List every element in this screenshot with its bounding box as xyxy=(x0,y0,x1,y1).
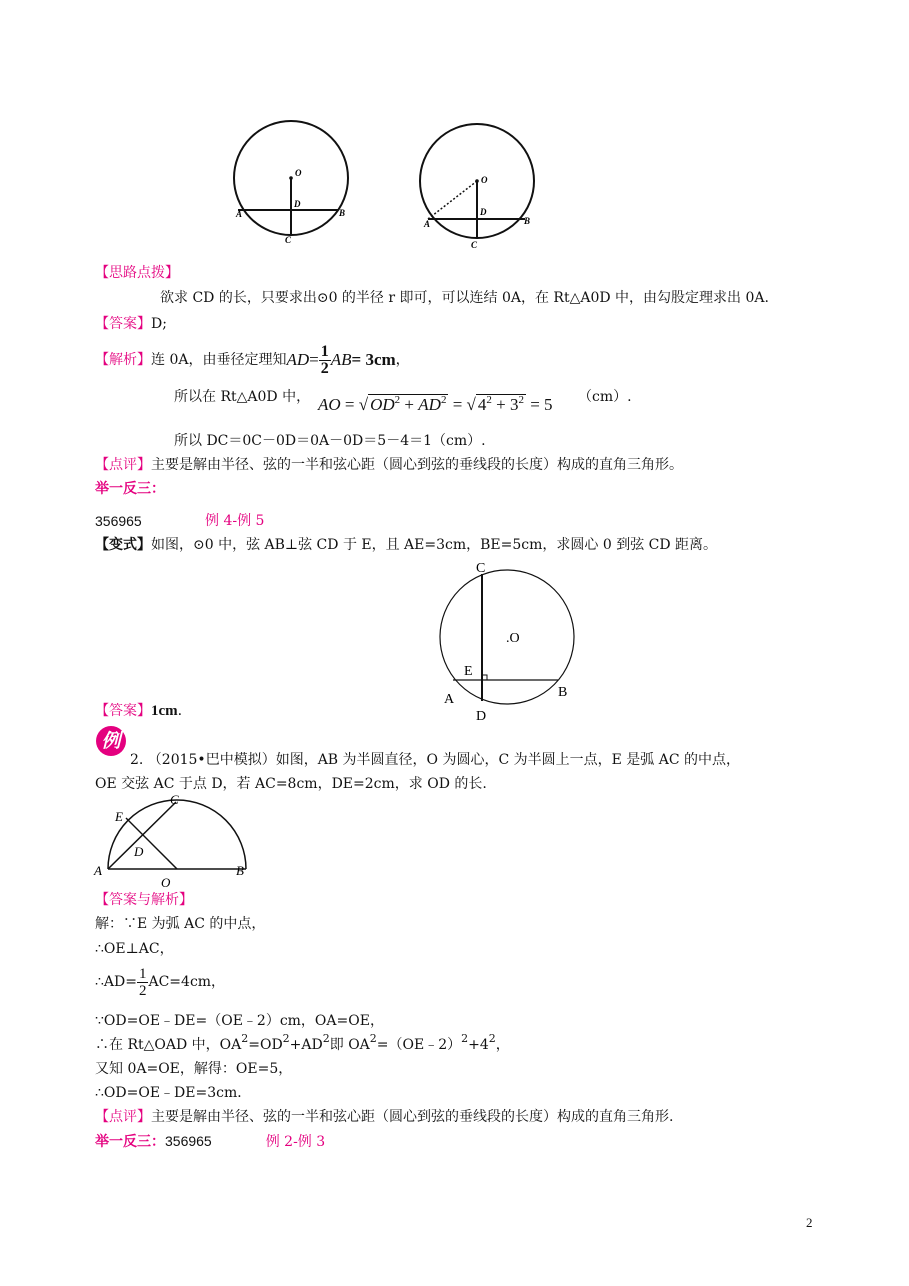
sup-3: 2 xyxy=(518,394,524,406)
sl5-g: ， xyxy=(495,1037,510,1053)
solution-line-4: ∵OD=OE﹣DE=（OE﹣2）cm，OA=OE， xyxy=(95,1013,384,1029)
math-eq: = xyxy=(309,350,319,369)
fig3-label-d: D xyxy=(476,709,487,724)
fig3-label-b: B xyxy=(558,685,568,700)
fraction-den: 2 xyxy=(320,359,329,377)
comment-2-tag: 【点评】 xyxy=(95,1109,151,1125)
math-plus-2: + xyxy=(491,395,510,414)
fraction-half xyxy=(319,344,331,377)
solution-line-7: ∴OD=OE﹣DE=3cm． xyxy=(95,1085,252,1101)
fig1-label-a: A xyxy=(236,209,243,219)
math-result: = 3cm xyxy=(351,350,396,369)
figure-circle-chord-1 xyxy=(225,118,365,248)
fig2-label-b: B xyxy=(524,216,531,226)
fig1-label-d: D xyxy=(294,199,301,209)
comment-1-text: 主要是解由半径、弦的一半和弦心距（圆心到弦的垂线段的长度）构成的直角三角形。 xyxy=(151,457,683,473)
solution-fraction-num: 1 xyxy=(138,965,147,982)
fig4-label-a: A xyxy=(94,863,102,878)
math-ab: AB xyxy=(330,350,352,369)
video-code-2[interactable]: 356965 xyxy=(165,1133,212,1149)
answer-2 xyxy=(95,702,182,720)
fig1-label-b: B xyxy=(339,208,346,218)
solution-line-3-post: AC=4cm， xyxy=(148,974,226,990)
fig4-label-c: C xyxy=(170,792,179,807)
math-3: 3 xyxy=(509,395,519,414)
practice-heading-2 xyxy=(95,1132,325,1151)
math-eq-3: = xyxy=(448,395,467,414)
fig4-label-o: O xyxy=(161,875,171,890)
solution-fraction xyxy=(137,966,149,999)
practice-heading-2-label: 举一反三： xyxy=(95,1134,165,1150)
fig2-label-d: D xyxy=(480,207,487,217)
analysis-line-1 xyxy=(95,340,410,380)
analysis-line-2-math xyxy=(318,394,553,415)
solution-fraction-den: 2 xyxy=(138,982,147,999)
sl5-sup5: 2 xyxy=(461,1032,469,1045)
example-2-line-1: 2. （2015•巴中模拟）如图，AB 为半圆直径，O 为圆心，C 为半圆上一点，E 是弧 AC 的中点， xyxy=(130,752,741,768)
fraction-num: 1 xyxy=(320,342,329,360)
solution-line-1: 解：∵E 为弧 AC 的中点， xyxy=(95,916,266,932)
figure-semicircle xyxy=(90,790,255,890)
math-eq-2: = xyxy=(340,395,359,414)
math-ad: AD xyxy=(286,350,310,369)
math-ao: AO xyxy=(318,395,341,414)
comment-2-text: 主要是解由半径、弦的一半和弦心距（圆心到弦的垂线段的长度）构成的直角三角形. xyxy=(151,1109,674,1125)
sl5-sup1: 2 xyxy=(241,1032,249,1045)
radicand-1 xyxy=(368,394,448,415)
answer-2-dot: . xyxy=(177,703,183,719)
sl5-c: +AD xyxy=(289,1037,323,1053)
solution-line-5 xyxy=(95,1032,510,1054)
practice-heading-1: 举一反三： xyxy=(95,481,165,497)
analysis-line-2-unit: （cm）. xyxy=(578,389,632,405)
video-code-1[interactable]: 356965 xyxy=(95,513,142,529)
sl5-f: +4 xyxy=(468,1037,489,1053)
solution-line-2: ∴OE⊥AC， xyxy=(95,941,174,957)
fig2-label-o: O xyxy=(481,175,488,185)
math-result-5: = 5 xyxy=(525,395,553,414)
fig3-label-c: C xyxy=(476,561,486,576)
radical-sign-1: √ xyxy=(358,395,369,414)
sl5-a: ∴在 Rt△OAD 中，OA xyxy=(95,1037,242,1053)
solution-line-6: 又知 0A=OE，解得：OE=5， xyxy=(95,1061,293,1077)
sl5-d: 即 OA xyxy=(329,1037,370,1053)
math-od: OD xyxy=(370,395,395,414)
solution-line-3 xyxy=(95,962,225,1002)
answer-1-tag: 【答案】 xyxy=(95,316,151,332)
fig3-label-e: E xyxy=(464,664,473,679)
fig3-label-a: A xyxy=(444,692,455,707)
answer-1 xyxy=(95,315,167,333)
math-ad-2: AD xyxy=(418,395,441,414)
variant-text: 如图，⊙0 中，弦 AB⊥弦 CD 于 E，且 AE=3cm，BE=5cm，求圆心 0 到弦 CD 距离。 xyxy=(151,537,718,553)
answer-3-tag: 【答案与解析】 xyxy=(95,892,193,908)
example-2-line-2: OE 交弦 AC 于点 D，若 AC=8cm，DE=2cm，求 OD 的长. xyxy=(95,776,487,792)
page-number: 2 xyxy=(806,1215,813,1230)
sl5-sup3: 2 xyxy=(322,1032,330,1045)
sl5-sup4: 2 xyxy=(369,1032,377,1045)
math-4: 4 xyxy=(477,395,487,414)
comment-1-tag: 【点评】 xyxy=(95,457,151,473)
comment-2 xyxy=(95,1108,673,1126)
comment-1 xyxy=(95,456,683,474)
answer-2-value: 1cm xyxy=(151,703,178,719)
solution-line-3-pre: ∴AD= xyxy=(95,974,137,990)
answer-1-text: D; xyxy=(151,316,167,332)
fig2-label-a: A xyxy=(424,219,431,229)
fig1-label-o: O xyxy=(295,168,302,178)
sup-od: 2 xyxy=(394,394,401,406)
sl5-b: =OD xyxy=(248,1037,283,1053)
sl5-sup6: 2 xyxy=(488,1032,496,1045)
analysis-line-1-suffix: ， xyxy=(395,352,410,368)
analysis-line-1-prefix: 连 0A，由垂径定理知 xyxy=(151,352,287,368)
figure-perpendicular-chords xyxy=(436,556,586,724)
analysis-line-3: 所以 DC＝0C－0D＝0A－0D＝5－4＝1（cm）. xyxy=(174,433,486,449)
example-badge: 例 xyxy=(96,726,126,756)
variant-tag: 【变式】 xyxy=(95,537,151,553)
fig4-label-d: D xyxy=(134,844,144,859)
analysis-tag: 【解析】 xyxy=(95,352,151,368)
radical-sign-2: √ xyxy=(466,395,476,414)
fig3-label-o: .O xyxy=(506,631,520,646)
hint-tag: 【思路点拨】 xyxy=(95,265,179,281)
analysis-line-2-prefix: 所以在 Rt△A0D 中， xyxy=(174,389,311,405)
variant xyxy=(95,536,717,554)
sup-ad: 2 xyxy=(440,394,447,406)
fig2-label-c: C xyxy=(471,240,478,250)
sup-4: 2 xyxy=(486,394,492,406)
fig4-label-e: E xyxy=(115,809,123,824)
video-link-1[interactable]: 例 4-例 5 xyxy=(205,513,265,529)
fig1-label-c: C xyxy=(285,235,292,245)
sl5-sup2: 2 xyxy=(282,1032,290,1045)
figure-circle-chord-2 xyxy=(415,120,555,250)
math-plus: + xyxy=(400,395,419,414)
radicand-2 xyxy=(476,394,526,415)
fig4-label-b: B xyxy=(236,863,244,878)
answer-2-tag: 【答案】 xyxy=(95,703,151,719)
sl5-e: =（OE﹣2） xyxy=(376,1037,462,1053)
hint-text: 欲求 CD 的长，只要求出⊙0 的半径 r 即可，可以连结 0A，在 Rt△A0D 中，由勾股定理求出 0A. xyxy=(160,290,769,306)
video-link-2[interactable]: 例 2-例 3 xyxy=(265,1134,326,1150)
